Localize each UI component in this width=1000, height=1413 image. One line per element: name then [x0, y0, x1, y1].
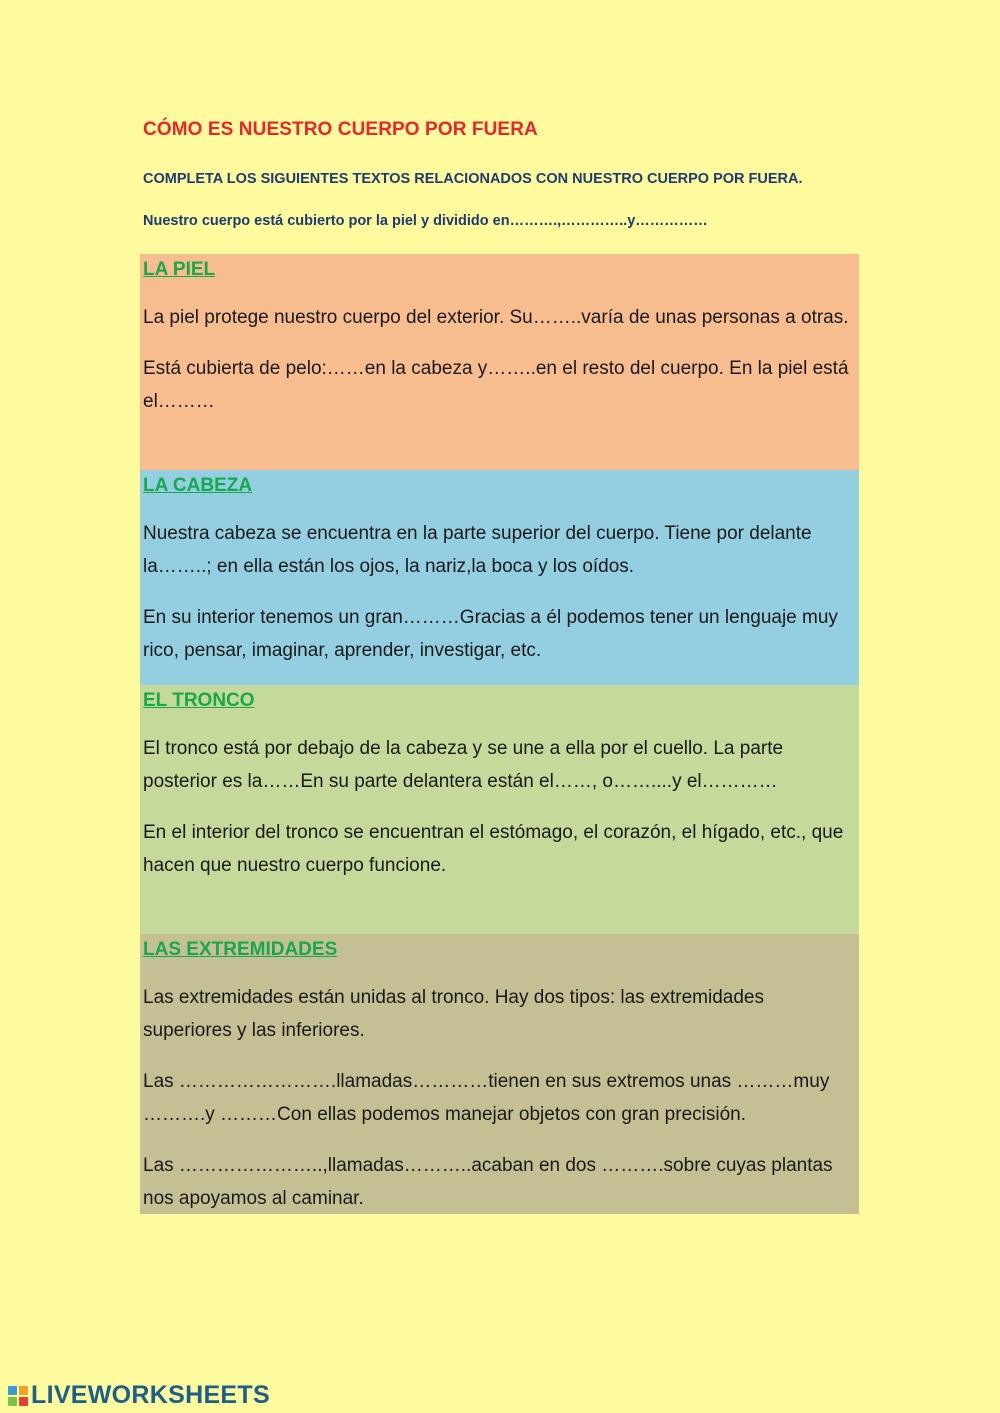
section-paragraph: La piel protege nuestro cuerpo del exterior. Su……..varía de unas personas a otras.	[143, 307, 849, 328]
sections-container	[140, 254, 859, 1214]
section-paragraph: En el interior del tronco se encuentran el estómago, el corazón, el hígado, etc., que hacen que nuestro cuerpo funcione.	[143, 822, 844, 876]
section-la-cabeza	[140, 470, 859, 685]
page-title: CÓMO ES NUESTRO CUERPO POR FUERA	[143, 119, 538, 140]
section-el-tronco	[140, 685, 859, 934]
intro-text: Nuestro cuerpo está cubierto por la piel y dividido en……….,…………..y……………	[143, 213, 708, 229]
section-paragraph: Está cubierta de pelo:……en la cabeza y……..en el resto del cuerpo. En la piel está el………	[143, 358, 849, 412]
logo-block	[8, 1397, 17, 1406]
section-heading: LA PIEL	[143, 259, 216, 280]
logo-block	[19, 1397, 28, 1406]
section-paragraph: Las extremidades están unidas al tronco. Hay dos tipos: las extremidades superiores y las inferiores.	[143, 987, 764, 1041]
section-la-piel	[140, 254, 859, 470]
section-paragraph: En su interior tenemos un gran………Gracias a él podemos tener un lenguaje muy rico, pensar, imaginar, aprender, investigar, etc.	[143, 607, 838, 661]
section-paragraph: Las …………………….llamadas…………tienen en sus extremos unas ………muy ……….y ………Con ellas podemos manejar objetos con gran precisión.	[143, 1071, 830, 1125]
liveworksheets-logo	[8, 1381, 270, 1410]
logo-block	[19, 1386, 28, 1395]
section-heading: LAS EXTREMIDADES	[143, 939, 338, 960]
logo-blocks-icon	[8, 1386, 28, 1406]
section-heading: LA CABEZA	[143, 475, 253, 496]
section-paragraph: Nuestra cabeza se encuentra en la parte superior del cuerpo. Tiene por delante la……..; en ella están los ojos, la nariz,la boca y los oídos.	[143, 523, 812, 577]
section-las-extremidades	[140, 934, 859, 1214]
section-paragraph: El tronco está por debajo de la cabeza y se une a ella por el cuello. La parte posterior es la……En su parte delantera están el……, o……....y el…………	[143, 738, 784, 792]
logo-block	[8, 1386, 17, 1395]
section-heading: EL TRONCO	[143, 690, 255, 711]
instruction-text: COMPLETA LOS SIGUIENTES TEXTOS RELACIONADOS CON NUESTRO CUERPO POR FUERA.	[143, 171, 803, 187]
logo-text: LIVEWORKSHEETS	[31, 1381, 270, 1409]
section-paragraph: Las …………………..,llamadas………..acaban en dos ……….sobre cuyas plantas nos apoyamos al caminar.	[143, 1155, 833, 1209]
